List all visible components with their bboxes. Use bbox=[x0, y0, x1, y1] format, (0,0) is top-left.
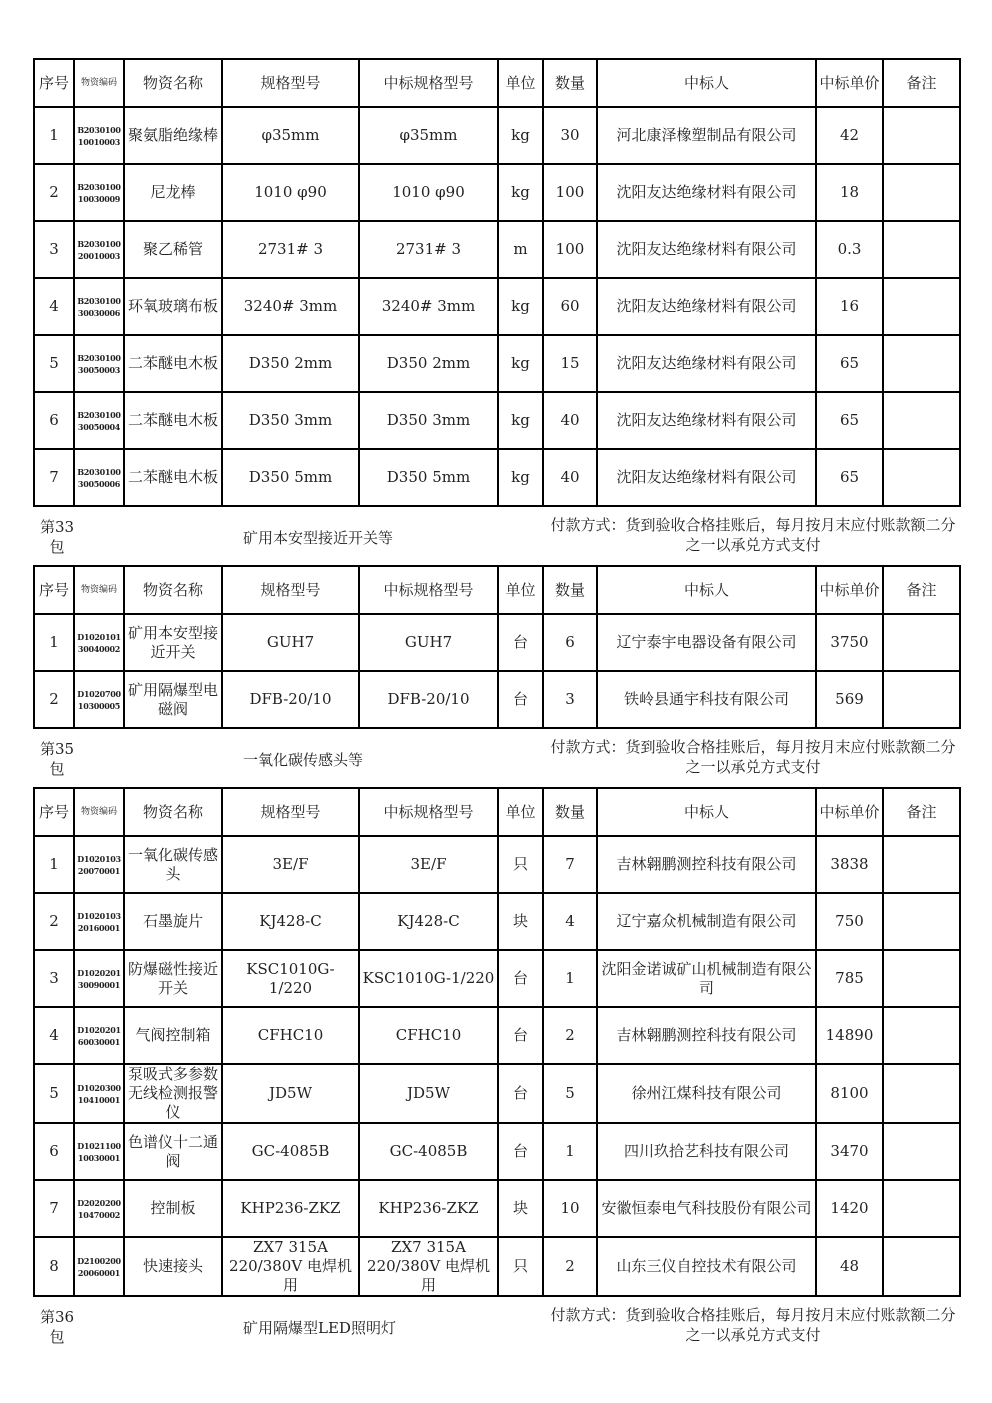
cell-remark bbox=[883, 671, 960, 728]
cell-name: 色谱仪十二通阀 bbox=[124, 1123, 222, 1180]
cell-code bbox=[74, 950, 124, 1007]
cell-seq: 7 bbox=[34, 449, 74, 506]
package-section-header bbox=[33, 1297, 959, 1355]
cell-winner: 徐州江煤科技有限公司 bbox=[597, 1064, 816, 1123]
cell-win_spec: 3E/F bbox=[359, 836, 498, 893]
table-row bbox=[34, 671, 960, 728]
cell-remark bbox=[883, 107, 960, 164]
cell-remark bbox=[883, 392, 960, 449]
cell-seq: 4 bbox=[34, 278, 74, 335]
cell-winner: 吉林翱鹏测控科技有限公司 bbox=[597, 836, 816, 893]
cell-unit: kg bbox=[498, 392, 543, 449]
package-name: 一氧化碳传感头等 bbox=[243, 751, 364, 769]
table-row bbox=[34, 278, 960, 335]
header-seq: 序号 bbox=[34, 59, 74, 107]
cell-qty: 2 bbox=[543, 1007, 597, 1064]
header-price: 中标单价 bbox=[816, 59, 883, 107]
cell-qty: 1 bbox=[543, 1123, 597, 1180]
cell-qty: 100 bbox=[543, 221, 597, 278]
cell-name: 一氧化碳传感头 bbox=[124, 836, 222, 893]
code-text: B203010030030006 bbox=[77, 295, 121, 318]
cell-code bbox=[74, 392, 124, 449]
cell-seq: 3 bbox=[34, 950, 74, 1007]
cell-code bbox=[74, 1237, 124, 1296]
header-win_spec: 中标规格型号 bbox=[359, 59, 498, 107]
header-price: 中标单价 bbox=[816, 788, 883, 836]
header-qty: 数量 bbox=[543, 788, 597, 836]
header-spec: 规格型号 bbox=[222, 59, 359, 107]
cell-remark bbox=[883, 1123, 960, 1180]
cell-price: 18 bbox=[816, 164, 883, 221]
cell-seq: 1 bbox=[34, 836, 74, 893]
header-seq: 序号 bbox=[34, 566, 74, 614]
cell-win_spec: KSC1010G-1/220 bbox=[359, 950, 498, 1007]
cell-code bbox=[74, 1064, 124, 1123]
table-header-row bbox=[34, 59, 960, 107]
table-row bbox=[34, 1180, 960, 1237]
header-winner: 中标人 bbox=[597, 788, 816, 836]
cell-winner: 河北康泽橡塑制品有限公司 bbox=[597, 107, 816, 164]
cell-name: 快速接头 bbox=[124, 1237, 222, 1296]
cell-remark bbox=[883, 1064, 960, 1123]
cell-price: 0.3 bbox=[816, 221, 883, 278]
cell-code bbox=[74, 278, 124, 335]
code-text: B203010030050004 bbox=[77, 409, 121, 432]
cell-win_spec: D350 3mm bbox=[359, 392, 498, 449]
cell-remark bbox=[883, 614, 960, 671]
cell-winner: 安徽恒泰电气科技股份有限公司 bbox=[597, 1180, 816, 1237]
table-row bbox=[34, 335, 960, 392]
cell-code bbox=[74, 449, 124, 506]
cell-seq: 2 bbox=[34, 164, 74, 221]
cell-winner: 沈阳友达绝缘材料有限公司 bbox=[597, 221, 816, 278]
cell-seq: 7 bbox=[34, 1180, 74, 1237]
table-row bbox=[34, 836, 960, 893]
cell-spec: KJ428-C bbox=[222, 893, 359, 950]
cell-unit: kg bbox=[498, 107, 543, 164]
cell-spec: DFB-20/10 bbox=[222, 671, 359, 728]
cell-winner: 吉林翱鹏测控科技有限公司 bbox=[597, 1007, 816, 1064]
table-row bbox=[34, 1123, 960, 1180]
cell-name: 尼龙棒 bbox=[124, 164, 222, 221]
table-row bbox=[34, 1007, 960, 1064]
cell-win_spec: DFB-20/10 bbox=[359, 671, 498, 728]
payment-terms: 付款方式：货到验收合格挂账后，每月按月末应付账款额二分之一以承兑方式支付 bbox=[550, 1306, 956, 1344]
bid-result-document bbox=[33, 58, 959, 1355]
cell-seq: 4 bbox=[34, 1007, 74, 1064]
header-unit: 单位 bbox=[498, 788, 543, 836]
code-text: D102010320070001 bbox=[77, 853, 121, 876]
header-winner: 中标人 bbox=[597, 566, 816, 614]
cell-unit: kg bbox=[498, 449, 543, 506]
cell-code bbox=[74, 164, 124, 221]
table-row bbox=[34, 893, 960, 950]
cell-remark bbox=[883, 836, 960, 893]
cell-unit: 台 bbox=[498, 950, 543, 1007]
cell-unit: 台 bbox=[498, 614, 543, 671]
cell-win_spec: 1010 φ90 bbox=[359, 164, 498, 221]
cell-unit: 只 bbox=[498, 836, 543, 893]
cell-unit: kg bbox=[498, 278, 543, 335]
code-text: D102010130040002 bbox=[77, 631, 121, 654]
cell-price: 3838 bbox=[816, 836, 883, 893]
cell-unit: 台 bbox=[498, 1123, 543, 1180]
cell-code bbox=[74, 836, 124, 893]
cell-price: 16 bbox=[816, 278, 883, 335]
cell-unit: m bbox=[498, 221, 543, 278]
table-header-row bbox=[34, 788, 960, 836]
cell-seq: 1 bbox=[34, 614, 74, 671]
bid-table bbox=[33, 58, 961, 507]
cell-remark bbox=[883, 335, 960, 392]
cell-win_spec: D350 2mm bbox=[359, 335, 498, 392]
cell-win_spec: CFHC10 bbox=[359, 1007, 498, 1064]
cell-spec: CFHC10 bbox=[222, 1007, 359, 1064]
cell-unit: 台 bbox=[498, 671, 543, 728]
table-row bbox=[34, 221, 960, 278]
header-win_spec: 中标规格型号 bbox=[359, 566, 498, 614]
cell-qty: 7 bbox=[543, 836, 597, 893]
cell-win_spec: KHP236-ZKZ bbox=[359, 1180, 498, 1237]
header-unit: 单位 bbox=[498, 566, 543, 614]
cell-qty: 15 bbox=[543, 335, 597, 392]
cell-qty: 3 bbox=[543, 671, 597, 728]
header-qty: 数量 bbox=[543, 566, 597, 614]
cell-remark bbox=[883, 1007, 960, 1064]
cell-name: 泵吸式多参数无线检测报警仪 bbox=[124, 1064, 222, 1123]
cell-winner: 沈阳友达绝缘材料有限公司 bbox=[597, 278, 816, 335]
cell-qty: 40 bbox=[543, 392, 597, 449]
cell-winner: 辽宁泰宇电器设备有限公司 bbox=[597, 614, 816, 671]
cell-price: 42 bbox=[816, 107, 883, 164]
header-spec: 规格型号 bbox=[222, 788, 359, 836]
cell-spec: ZX7 315A 220/380V 电焊机用 bbox=[222, 1237, 359, 1296]
cell-winner: 沈阳友达绝缘材料有限公司 bbox=[597, 449, 816, 506]
cell-code bbox=[74, 1007, 124, 1064]
package-number: 第35包 bbox=[39, 740, 75, 778]
table-header-row bbox=[34, 566, 960, 614]
cell-spec: 2731# 3 bbox=[222, 221, 359, 278]
header-unit: 单位 bbox=[498, 59, 543, 107]
header-remark: 备注 bbox=[883, 59, 960, 107]
package-name: 矿用隔爆型LED照明灯 bbox=[243, 1319, 396, 1337]
table-row bbox=[34, 614, 960, 671]
cell-name: 环氧玻璃布板 bbox=[124, 278, 222, 335]
package-number: 第36包 bbox=[39, 1308, 75, 1346]
cell-name: 石墨旋片 bbox=[124, 893, 222, 950]
cell-seq: 6 bbox=[34, 392, 74, 449]
cell-winner: 辽宁嘉众机械制造有限公司 bbox=[597, 893, 816, 950]
payment-terms: 付款方式：货到验收合格挂账后，每月按月末应付账款额二分之一以承兑方式支付 bbox=[550, 516, 956, 554]
cell-qty: 2 bbox=[543, 1237, 597, 1296]
header-code: 物资编码 bbox=[74, 59, 124, 107]
header-qty: 数量 bbox=[543, 59, 597, 107]
cell-seq: 6 bbox=[34, 1123, 74, 1180]
code-text: B203010010010003 bbox=[77, 124, 121, 147]
cell-winner: 沈阳友达绝缘材料有限公司 bbox=[597, 335, 816, 392]
cell-qty: 60 bbox=[543, 278, 597, 335]
table-row bbox=[34, 392, 960, 449]
cell-name: 二苯醚电木板 bbox=[124, 392, 222, 449]
cell-name: 矿用隔爆型电磁阀 bbox=[124, 671, 222, 728]
header-win_spec: 中标规格型号 bbox=[359, 788, 498, 836]
code-text: B203010030050006 bbox=[77, 466, 121, 489]
cell-price: 569 bbox=[816, 671, 883, 728]
cell-winner: 四川玖拾艺科技有限公司 bbox=[597, 1123, 816, 1180]
cell-qty: 6 bbox=[543, 614, 597, 671]
cell-code bbox=[74, 1180, 124, 1237]
cell-code bbox=[74, 1123, 124, 1180]
table-row bbox=[34, 1064, 960, 1123]
cell-winner: 沈阳友达绝缘材料有限公司 bbox=[597, 392, 816, 449]
cell-code bbox=[74, 107, 124, 164]
cell-remark bbox=[883, 164, 960, 221]
cell-price: 14890 bbox=[816, 1007, 883, 1064]
cell-win_spec: 3240# 3mm bbox=[359, 278, 498, 335]
cell-qty: 10 bbox=[543, 1180, 597, 1237]
cell-price: 3750 bbox=[816, 614, 883, 671]
cell-spec: 1010 φ90 bbox=[222, 164, 359, 221]
cell-qty: 4 bbox=[543, 893, 597, 950]
cell-code bbox=[74, 893, 124, 950]
cell-remark bbox=[883, 221, 960, 278]
cell-code bbox=[74, 614, 124, 671]
cell-name: 矿用本安型接近开关 bbox=[124, 614, 222, 671]
cell-win_spec: φ35mm bbox=[359, 107, 498, 164]
cell-unit: 块 bbox=[498, 1180, 543, 1237]
cell-remark bbox=[883, 1237, 960, 1296]
cell-win_spec: JD5W bbox=[359, 1064, 498, 1123]
cell-qty: 100 bbox=[543, 164, 597, 221]
table-row bbox=[34, 164, 960, 221]
header-name: 物资名称 bbox=[124, 566, 222, 614]
header-winner: 中标人 bbox=[597, 59, 816, 107]
code-text: D102010320160001 bbox=[77, 910, 121, 933]
header-spec: 规格型号 bbox=[222, 566, 359, 614]
cell-price: 1420 bbox=[816, 1180, 883, 1237]
cell-spec: GC-4085B bbox=[222, 1123, 359, 1180]
package-number: 第33包 bbox=[39, 518, 75, 556]
cell-qty: 1 bbox=[543, 950, 597, 1007]
cell-qty: 40 bbox=[543, 449, 597, 506]
cell-winner: 沈阳金诺诚矿山机械制造有限公司 bbox=[597, 950, 816, 1007]
header-price: 中标单价 bbox=[816, 566, 883, 614]
cell-winner: 铁岭县通宇科技有限公司 bbox=[597, 671, 816, 728]
cell-remark bbox=[883, 449, 960, 506]
cell-price: 65 bbox=[816, 449, 883, 506]
cell-price: 750 bbox=[816, 893, 883, 950]
code-text: D102110010030001 bbox=[77, 1140, 121, 1163]
cell-name: 气阀控制箱 bbox=[124, 1007, 222, 1064]
package-name: 矿用本安型接近开关等 bbox=[243, 529, 394, 547]
table-row bbox=[34, 1237, 960, 1296]
cell-code bbox=[74, 671, 124, 728]
package-section-header bbox=[33, 507, 959, 565]
bid-table bbox=[33, 787, 961, 1297]
code-text: D102020160030001 bbox=[77, 1024, 121, 1047]
cell-name: 二苯醚电木板 bbox=[124, 335, 222, 392]
cell-remark bbox=[883, 278, 960, 335]
header-code: 物资编码 bbox=[74, 566, 124, 614]
cell-remark bbox=[883, 893, 960, 950]
cell-seq: 5 bbox=[34, 1064, 74, 1123]
cell-win_spec: ZX7 315A 220/380V 电焊机用 bbox=[359, 1237, 498, 1296]
cell-unit: 台 bbox=[498, 1007, 543, 1064]
cell-unit: 块 bbox=[498, 893, 543, 950]
cell-spec: D350 3mm bbox=[222, 392, 359, 449]
cell-price: 3470 bbox=[816, 1123, 883, 1180]
code-text: D202020010470002 bbox=[77, 1197, 121, 1220]
cell-spec: 3240# 3mm bbox=[222, 278, 359, 335]
bid-table bbox=[33, 565, 961, 729]
table-row bbox=[34, 950, 960, 1007]
cell-win_spec: D350 5mm bbox=[359, 449, 498, 506]
cell-seq: 1 bbox=[34, 107, 74, 164]
cell-winner: 沈阳友达绝缘材料有限公司 bbox=[597, 164, 816, 221]
code-text: D210020020060001 bbox=[77, 1255, 121, 1278]
cell-win_spec: KJ428-C bbox=[359, 893, 498, 950]
cell-remark bbox=[883, 950, 960, 1007]
cell-spec: KSC1010G-1/220 bbox=[222, 950, 359, 1007]
cell-code bbox=[74, 335, 124, 392]
header-code: 物资编码 bbox=[74, 788, 124, 836]
code-text: B203010010030009 bbox=[77, 181, 121, 204]
cell-win_spec: 2731# 3 bbox=[359, 221, 498, 278]
cell-price: 65 bbox=[816, 335, 883, 392]
cell-spec: φ35mm bbox=[222, 107, 359, 164]
cell-spec: 3E/F bbox=[222, 836, 359, 893]
header-remark: 备注 bbox=[883, 788, 960, 836]
cell-winner: 山东三仪自控技术有限公司 bbox=[597, 1237, 816, 1296]
cell-win_spec: GC-4085B bbox=[359, 1123, 498, 1180]
cell-spec: KHP236-ZKZ bbox=[222, 1180, 359, 1237]
cell-name: 二苯醚电木板 bbox=[124, 449, 222, 506]
code-text: D102030010410001 bbox=[77, 1082, 121, 1105]
cell-spec: GUH7 bbox=[222, 614, 359, 671]
cell-spec: JD5W bbox=[222, 1064, 359, 1123]
header-name: 物资名称 bbox=[124, 788, 222, 836]
cell-name: 防爆磁性接近开关 bbox=[124, 950, 222, 1007]
cell-unit: kg bbox=[498, 335, 543, 392]
cell-price: 8100 bbox=[816, 1064, 883, 1123]
cell-seq: 5 bbox=[34, 335, 74, 392]
cell-remark bbox=[883, 1180, 960, 1237]
cell-name: 控制板 bbox=[124, 1180, 222, 1237]
code-text: D102070010300005 bbox=[77, 688, 121, 711]
package-section-header bbox=[33, 729, 959, 787]
code-text: B203010020010003 bbox=[77, 238, 121, 261]
payment-terms: 付款方式：货到验收合格挂账后，每月按月末应付账款额二分之一以承兑方式支付 bbox=[550, 738, 956, 776]
header-name: 物资名称 bbox=[124, 59, 222, 107]
cell-qty: 5 bbox=[543, 1064, 597, 1123]
cell-win_spec: GUH7 bbox=[359, 614, 498, 671]
cell-spec: D350 5mm bbox=[222, 449, 359, 506]
cell-unit: 只 bbox=[498, 1237, 543, 1296]
table-row bbox=[34, 107, 960, 164]
cell-unit: kg bbox=[498, 164, 543, 221]
cell-seq: 2 bbox=[34, 893, 74, 950]
cell-seq: 8 bbox=[34, 1237, 74, 1296]
cell-name: 聚乙稀管 bbox=[124, 221, 222, 278]
header-remark: 备注 bbox=[883, 566, 960, 614]
cell-price: 785 bbox=[816, 950, 883, 1007]
cell-name: 聚氨脂绝缘棒 bbox=[124, 107, 222, 164]
cell-spec: D350 2mm bbox=[222, 335, 359, 392]
cell-seq: 2 bbox=[34, 671, 74, 728]
code-text: D102020130090001 bbox=[77, 967, 121, 990]
code-text: B203010030050003 bbox=[77, 352, 121, 375]
cell-unit: 台 bbox=[498, 1064, 543, 1123]
table-row bbox=[34, 449, 960, 506]
cell-price: 48 bbox=[816, 1237, 883, 1296]
header-seq: 序号 bbox=[34, 788, 74, 836]
cell-seq: 3 bbox=[34, 221, 74, 278]
cell-price: 65 bbox=[816, 392, 883, 449]
cell-qty: 30 bbox=[543, 107, 597, 164]
cell-code bbox=[74, 221, 124, 278]
